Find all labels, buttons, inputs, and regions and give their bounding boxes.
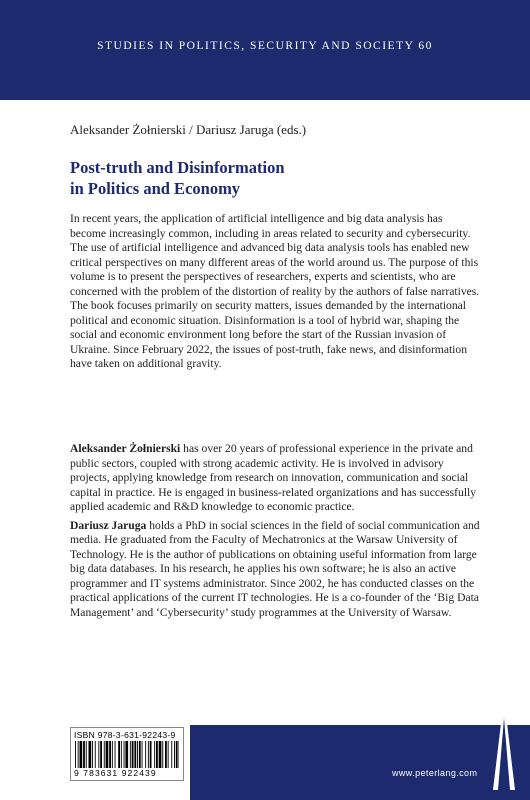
bio-name: Aleksander Żołnierski bbox=[70, 442, 181, 455]
publisher-website: www.peterlang.com bbox=[392, 768, 478, 778]
bio-name: Dariusz Jaruga bbox=[70, 518, 147, 532]
barcode-number: 9 783631 922439 bbox=[74, 768, 157, 778]
publisher-logo-icon bbox=[489, 698, 519, 790]
editors: Aleksander Żołnierski / Dariusz Jaruga (eds.) bbox=[70, 122, 307, 137]
bio-jaruga bbox=[70, 519, 480, 621]
isbn-text: ISBN 978-3-631-92243-9 bbox=[74, 730, 176, 740]
barcode-bars bbox=[75, 741, 179, 768]
book-title-line-1: Post-truth and Disinformation bbox=[70, 158, 285, 177]
book-title-line-2: in Politics and Economy bbox=[70, 179, 241, 198]
book-title bbox=[70, 157, 470, 199]
book-description bbox=[70, 212, 480, 372]
description-paragraph-2: The book focuses primarily on security matters, issues demanded by the international political and economic situation. Disinformation is a tool of hybrid war, shaping the social and economic environment long before the start of the Russian invasion of Ukraine. Since February 2022, the issues of post-truth, fake news, and disinformation have taken on additional gravity. bbox=[70, 299, 468, 370]
author-bios bbox=[70, 442, 480, 624]
barcode bbox=[70, 727, 184, 781]
bio-text: holds a PhD in social sciences in the field of social communication and media. He graduated from the Faculty of Mechatronics at the Warsaw University of Technology. He is the author of publications on obtaining useful information from large big data databases. In his research, he applies his own software; he is also an active programmer and IT systems administrator. Since 2002, he has conducted classes on the practical applications of the current IT technologies. He is a co-founder of the ‘Big Data Management’ and ‘Cybersecurity’ study programmes at the University of Warsaw. bbox=[70, 518, 480, 619]
series-title: STUDIES IN POLITICS, SECURITY AND SOCIETY 60 bbox=[97, 40, 433, 52]
bio-zolnierski bbox=[70, 442, 480, 515]
bio-text: has over 20 years of professional experience in the private and public sectors, coupled with strong academic activity. He is involved in advisory projects, applying knowledge from research on innovation, communication and social capital in practice. He is engaged in business-related organizations and has successfully applied academic and R&D knowledge to economic practice. bbox=[70, 442, 477, 513]
description-paragraph-1: In recent years, the application of artificial intelligence and big data analysis has become increasingly common, including in areas related to security and cybersecurity. The use of artificial intelligence and advanced big data analysis tools has enabled new critical perspectives on many different areas of the world around us. The purpose of this volume is to present the perspectives of researchers, experts and scientists, who are concerned with the problem of the distortion of reality by the authors of false narratives. bbox=[70, 212, 480, 298]
